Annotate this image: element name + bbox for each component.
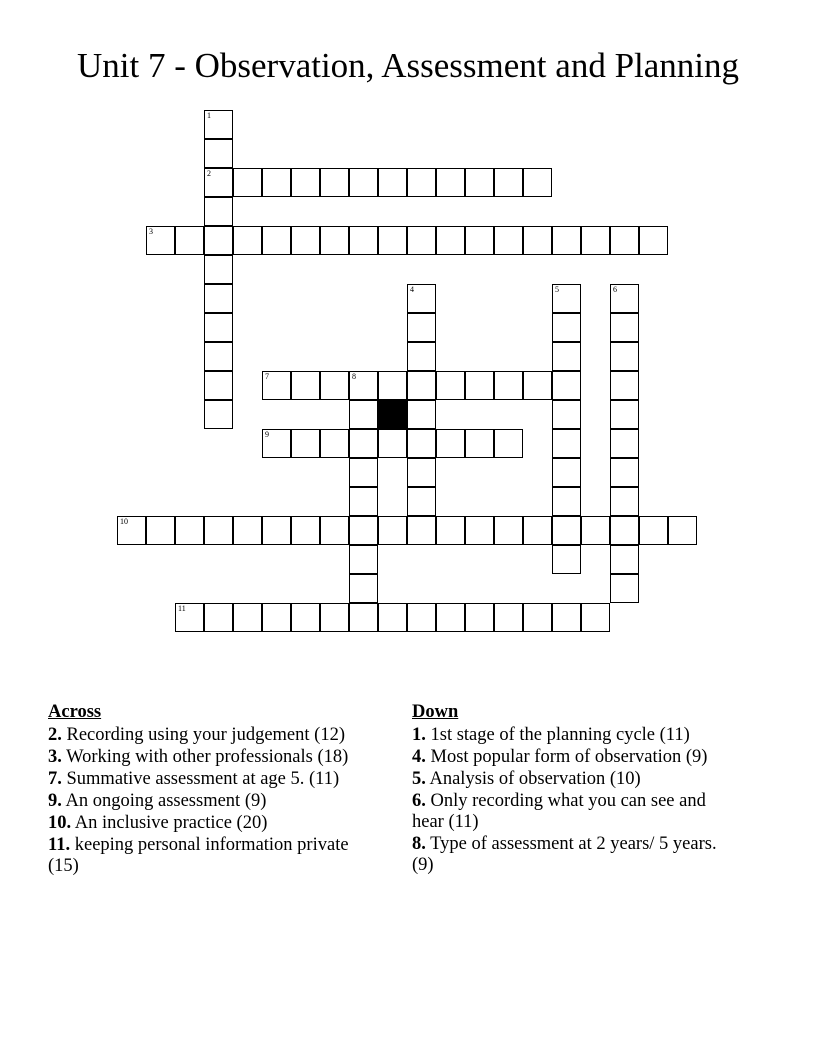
crossword-cell[interactable]: [552, 371, 581, 400]
crossword-cell[interactable]: [407, 226, 436, 255]
down-clue: [412, 725, 732, 746]
crossword-cell[interactable]: [610, 226, 639, 255]
crossword-cell[interactable]: [523, 168, 552, 197]
clue-text: Type of assessment at 2 years/ 5 years. (9): [412, 834, 717, 875]
crossword-cell[interactable]: [407, 458, 436, 487]
crossword-cell[interactable]: [233, 516, 262, 545]
clue-number: 7.: [48, 769, 62, 789]
crossword-cell[interactable]: [436, 603, 465, 632]
crossword-cell[interactable]: [581, 603, 610, 632]
crossword-cell[interactable]: [610, 400, 639, 429]
crossword-cell[interactable]: [204, 284, 233, 313]
crossword-cell[interactable]: [204, 255, 233, 284]
crossword-cell[interactable]: [349, 574, 378, 603]
crossword-cell[interactable]: [378, 516, 407, 545]
crossword-cell[interactable]: [465, 516, 494, 545]
crossword-cell[interactable]: [552, 545, 581, 574]
clue-text: Summative assessment at age 5. (11): [66, 769, 340, 789]
crossword-cell[interactable]: [204, 603, 233, 632]
clue-number: 2.: [48, 725, 62, 745]
crossword-cell[interactable]: [610, 342, 639, 371]
crossword-cell[interactable]: [610, 545, 639, 574]
crossword-cell[interactable]: [349, 168, 378, 197]
crossword-cell[interactable]: [465, 603, 494, 632]
clue-number: 11.: [48, 835, 71, 855]
crossword-cell[interactable]: [291, 226, 320, 255]
crossword-cell[interactable]: [407, 313, 436, 342]
crossword-cell[interactable]: [581, 516, 610, 545]
cell-number: 5: [555, 285, 559, 294]
crossword-cell[interactable]: [552, 342, 581, 371]
crossword-cell[interactable]: [378, 226, 407, 255]
crossword-cell[interactable]: [494, 516, 523, 545]
cell-number: 7: [265, 372, 269, 381]
crossword-cell[interactable]: [407, 516, 436, 545]
crossword-cell[interactable]: [610, 284, 639, 313]
crossword-cell[interactable]: [175, 516, 204, 545]
across-clue: [48, 835, 368, 877]
crossword-cell[interactable]: [262, 603, 291, 632]
crossword-cell[interactable]: [639, 226, 668, 255]
crossword-cell[interactable]: [407, 487, 436, 516]
crossword-cell[interactable]: [378, 371, 407, 400]
crossword-cell[interactable]: [291, 516, 320, 545]
crossword-cell[interactable]: [523, 371, 552, 400]
crossword-cell[interactable]: [204, 400, 233, 429]
clue-number: 1.: [412, 725, 426, 745]
clue-text: 1st stage of the planning cycle (11): [430, 725, 690, 745]
crossword-cell[interactable]: [494, 371, 523, 400]
cell-number: 9: [265, 430, 269, 439]
crossword-cell[interactable]: [581, 226, 610, 255]
crossword-cell[interactable]: [436, 429, 465, 458]
crossword-cell[interactable]: [523, 226, 552, 255]
clue-number: 8.: [412, 834, 426, 854]
crossword-cell[interactable]: [610, 487, 639, 516]
crossword-cell[interactable]: [610, 313, 639, 342]
crossword-cell[interactable]: [610, 458, 639, 487]
crossword-cell[interactable]: [291, 429, 320, 458]
crossword-cell[interactable]: [378, 168, 407, 197]
crossword-cell[interactable]: [494, 226, 523, 255]
crossword-cell[interactable]: [204, 226, 233, 255]
down-clue: [412, 791, 732, 833]
crossword-cell[interactable]: [349, 429, 378, 458]
crossword-cell[interactable]: [262, 168, 291, 197]
crossword-cell[interactable]: [407, 371, 436, 400]
crossword-cell[interactable]: [204, 168, 233, 197]
crossword-cell[interactable]: [349, 400, 378, 429]
crossword-cell[interactable]: [349, 458, 378, 487]
crossword-cell[interactable]: [552, 284, 581, 313]
crossword-cell[interactable]: [552, 400, 581, 429]
crossword-cell[interactable]: [523, 516, 552, 545]
crossword-cell[interactable]: [465, 429, 494, 458]
crossword-cell[interactable]: [523, 603, 552, 632]
clue-number: 10.: [48, 813, 72, 833]
clue-text: Only recording what you can see and hear (11): [412, 791, 706, 832]
crossword-cell[interactable]: [320, 371, 349, 400]
crossword-cell[interactable]: [407, 168, 436, 197]
crossword-cell[interactable]: [552, 487, 581, 516]
crossword-cell[interactable]: [465, 168, 494, 197]
crossword-cell[interactable]: [204, 139, 233, 168]
crossword-cell[interactable]: [552, 458, 581, 487]
crossword-cell[interactable]: [378, 603, 407, 632]
crossword-cell[interactable]: [407, 603, 436, 632]
crossword-cell[interactable]: [291, 371, 320, 400]
clue-text: Analysis of observation (10): [429, 769, 641, 789]
crossword-cell[interactable]: [552, 429, 581, 458]
across-heading: Across: [48, 702, 102, 722]
crossword-cell[interactable]: [494, 429, 523, 458]
crossword-cell[interactable]: [552, 516, 581, 545]
across-clues: [48, 702, 368, 878]
crossword-cell[interactable]: [175, 603, 204, 632]
down-clues: [412, 702, 732, 877]
crossword-cell[interactable]: [320, 226, 349, 255]
crossword-cell[interactable]: [291, 603, 320, 632]
clue-text: Most popular form of observation (9): [430, 747, 708, 767]
crossword-cell[interactable]: [291, 168, 320, 197]
crossword-cell[interactable]: [146, 516, 175, 545]
clue-text: keeping personal information private (15): [48, 835, 349, 876]
down-heading: Down: [412, 702, 459, 722]
clue-text: An inclusive practice (20): [74, 813, 268, 833]
cell-number: 10: [120, 517, 128, 526]
crossword-cell[interactable]: [233, 603, 262, 632]
cell-number: 6: [613, 285, 617, 294]
crossword-cell[interactable]: [320, 168, 349, 197]
page-title: Unit 7 - Observation, Assessment and Planning: [76, 46, 740, 85]
crossword-cell[interactable]: [407, 342, 436, 371]
down-clue: [412, 769, 732, 790]
crossword-cell[interactable]: [552, 603, 581, 632]
across-clue: [48, 791, 368, 812]
crossword-cell[interactable]: [494, 168, 523, 197]
down-clue: [412, 834, 732, 876]
crossword-cell[interactable]: [436, 516, 465, 545]
crossword-cell[interactable]: [378, 429, 407, 458]
cell-number: 1: [207, 111, 211, 120]
crossword-cell[interactable]: [204, 371, 233, 400]
crossword-cell[interactable]: [407, 429, 436, 458]
clue-text: Working with other professionals (18): [66, 747, 349, 767]
crossword-cell[interactable]: [494, 603, 523, 632]
clue-number: 3.: [48, 747, 62, 767]
crossword-cell[interactable]: [610, 574, 639, 603]
crossword-cell[interactable]: [552, 226, 581, 255]
crossword-cell[interactable]: [349, 545, 378, 574]
crossword-cell[interactable]: [407, 400, 436, 429]
crossword-cell[interactable]: [349, 226, 378, 255]
clue-number: 5.: [412, 769, 426, 789]
cell-number: 11: [178, 604, 186, 613]
crossword-cell[interactable]: [668, 516, 697, 545]
across-clue: [48, 769, 368, 790]
cell-number: 8: [352, 372, 356, 381]
across-clue: [48, 813, 368, 834]
clue-number: 6.: [412, 791, 426, 811]
crossword-cell[interactable]: [262, 516, 291, 545]
crossword-cell[interactable]: [610, 371, 639, 400]
crossword-cell[interactable]: [262, 226, 291, 255]
down-clue: [412, 747, 732, 768]
crossword-cell[interactable]: [320, 603, 349, 632]
crossword-cell[interactable]: [204, 110, 233, 139]
across-clue: [48, 725, 368, 746]
crossword-cell[interactable]: [262, 371, 291, 400]
cell-number: 2: [207, 169, 211, 178]
crossword-cell[interactable]: [349, 603, 378, 632]
crossword-cell[interactable]: [349, 487, 378, 516]
crossword-cell[interactable]: [262, 429, 291, 458]
clue-text: Recording using your judgement (12): [66, 725, 345, 745]
crossword-cell[interactable]: [320, 429, 349, 458]
crossword-cell[interactable]: [436, 226, 465, 255]
crossword-cell[interactable]: [349, 516, 378, 545]
crossword-cell[interactable]: [204, 197, 233, 226]
crossword-cell[interactable]: [233, 226, 262, 255]
crossword-cell[interactable]: [407, 284, 436, 313]
black-cell: [378, 400, 407, 429]
crossword-cell[interactable]: [146, 226, 175, 255]
clue-text: An ongoing assessment (9): [65, 791, 267, 811]
crossword-cell[interactable]: [204, 516, 233, 545]
crossword-cell[interactable]: [465, 226, 494, 255]
crossword-cell[interactable]: [349, 371, 378, 400]
crossword-cell[interactable]: [233, 168, 262, 197]
crossword-cell[interactable]: [639, 516, 668, 545]
crossword-cell[interactable]: [552, 313, 581, 342]
across-clue: [48, 747, 368, 768]
crossword-cell[interactable]: [320, 516, 349, 545]
crossword-cell[interactable]: [117, 516, 146, 545]
crossword-cell[interactable]: [436, 371, 465, 400]
cell-number: 4: [410, 285, 414, 294]
clue-number: 9.: [48, 791, 62, 811]
crossword-cell[interactable]: [204, 313, 233, 342]
crossword-cell[interactable]: [204, 342, 233, 371]
crossword-cell[interactable]: [610, 516, 639, 545]
cell-number: 3: [149, 227, 153, 236]
crossword-cell[interactable]: [465, 371, 494, 400]
crossword-cell[interactable]: [436, 168, 465, 197]
clue-number: 4.: [412, 747, 426, 767]
crossword-cell[interactable]: [175, 226, 204, 255]
crossword-cell[interactable]: [610, 429, 639, 458]
